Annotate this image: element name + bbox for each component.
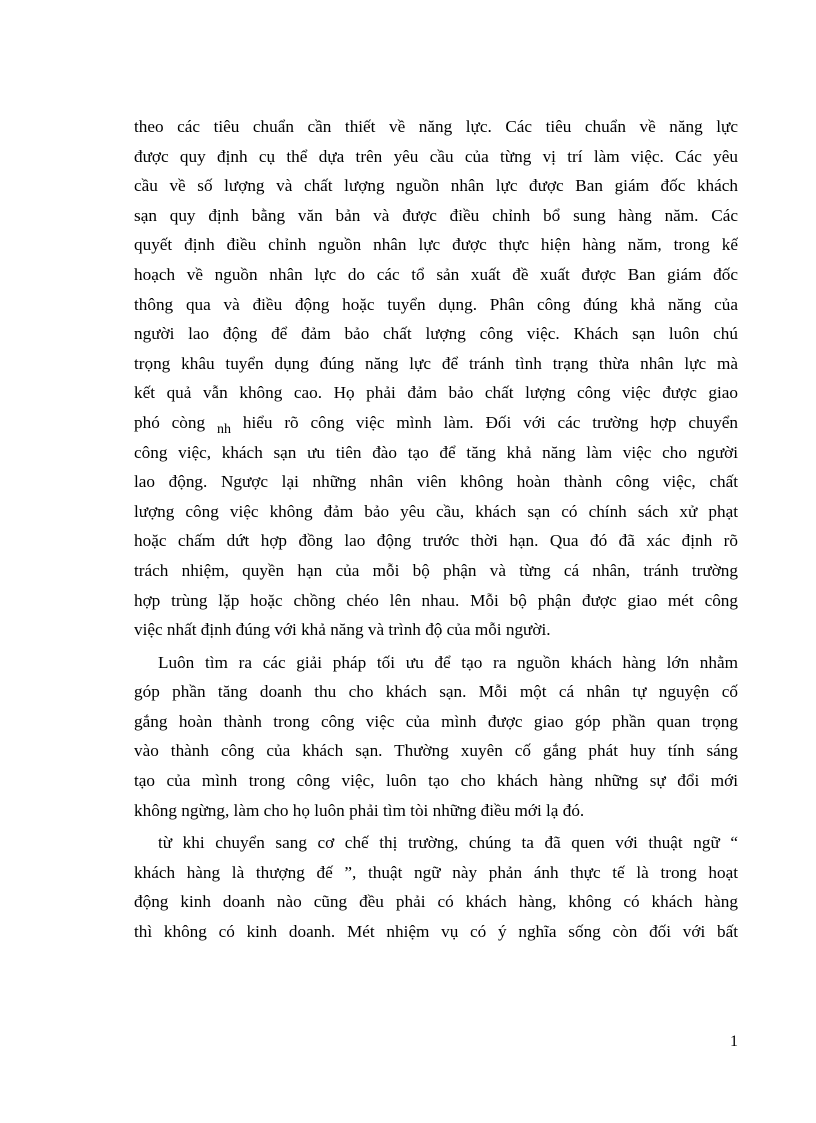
text-line: không ngừng, làm cho họ luôn phải tìm tòi những điều mới lạ đó. xyxy=(134,800,585,820)
text-line xyxy=(134,408,738,438)
text-line: hoạch về nguồn nhân lực do các tổ sản xuất đề xuất được Ban giám đốc xyxy=(134,264,738,284)
paragraph-1 xyxy=(134,112,738,645)
text-line: quyết định điều chỉnh nguồn nhân lực được thực hiện hàng năm, trong kế xyxy=(134,235,738,255)
text-line: trách nhiệm, quyền hạn của mỗi bộ phận và từng cá nhân, tránh trường xyxy=(134,560,738,580)
text-line: lượng công việc không đảm bảo yêu cầu, khách sạn có chính sách xử phạt xyxy=(134,501,738,521)
text-line: khách hàng là thượng đế ”, thuật ngữ này phản ánh thực tế là trong hoạt xyxy=(134,862,738,882)
text-line: theo các tiêu chuẩn cần thiết về năng lực. Các tiêu chuẩn về năng lực xyxy=(134,117,738,136)
text-line: gắng hoàn thành trong công việc của mình được giao góp phần quan trọng xyxy=(134,711,738,731)
paragraph-3 xyxy=(134,828,738,946)
text-line: động kinh doanh nào cũng đều phải có khách hàng, không có khách hàng xyxy=(134,892,738,912)
text-line: được quy định cụ thể dựa trên yêu cầu của từng vị trí làm việc. Các yêu xyxy=(134,146,738,166)
text-line: sạn quy định bằng văn bản và được điều chỉnh bổ sung hàng năm. Các xyxy=(134,205,738,225)
text-line: trọng khâu tuyển dụng đúng năng lực để tránh tình trạng thừa nhân lực mà xyxy=(134,353,738,373)
text-line: công việc, khách sạn ưu tiên đào tạo để tăng khả năng làm việc cho người xyxy=(134,442,738,462)
text-line: góp phần tăng doanh thu cho khách sạn. Mỗi một cá nhân tự nguyện cố xyxy=(134,682,738,702)
text-line: lao động. Ngược lại những nhân viên không hoàn thành công việc, chất xyxy=(134,472,738,492)
text-line: việc nhất định đúng với khả năng và trình độ của mỗi người. xyxy=(134,620,551,640)
text-line: hoặc chấm dứt hợp đồng lao động trước thời hạn. Qua đó đã xác định rõ xyxy=(134,531,738,551)
text-line: Luôn tìm ra các giải pháp tối ưu để tạo ra nguồn khách hàng lớn nhằm xyxy=(158,652,738,672)
text-line: tạo của mình trong công việc, luôn tạo cho khách hàng những sự đổi mới xyxy=(134,771,738,791)
text-fragment: phó còng xyxy=(134,412,206,432)
text-line: người lao động để đảm bảo chất lượng công việc. Khách sạn luôn chú xyxy=(134,324,738,344)
text-line: cầu về số lượng và chất lượng nguồn nhân lực được Ban giám đốc khách xyxy=(134,176,738,196)
text-fragment: hiểu rõ công việc mình làm. Đối với các trường hợp chuyển xyxy=(242,412,738,432)
text-line: kết quả vẫn không cao. Họ phải đảm bảo chất lượng công việc được giao xyxy=(134,383,738,403)
text-line: vào thành công của khách sạn. Thường xuyên cố gắng phát huy tính sáng xyxy=(134,741,738,761)
subscript-fragment: nh xyxy=(216,421,231,437)
body-text xyxy=(134,112,738,947)
text-line: thì không có kinh doanh. Mét nhiệm vụ có ý nghĩa sống còn đối với bất xyxy=(134,922,738,942)
text-line: hợp trùng lặp hoặc chồng chéo lên nhau. Mỗi bộ phận được giao mét công xyxy=(134,590,738,610)
text-line: từ khi chuyển sang cơ chế thị trường, chúng ta đã quen với thuật ngữ “ xyxy=(158,833,738,853)
page-number: 1 xyxy=(730,1033,738,1050)
paragraph-2 xyxy=(134,648,738,826)
text-line: thông qua và điều động hoặc tuyển dụng. Phân công đúng khả năng của xyxy=(134,294,738,314)
